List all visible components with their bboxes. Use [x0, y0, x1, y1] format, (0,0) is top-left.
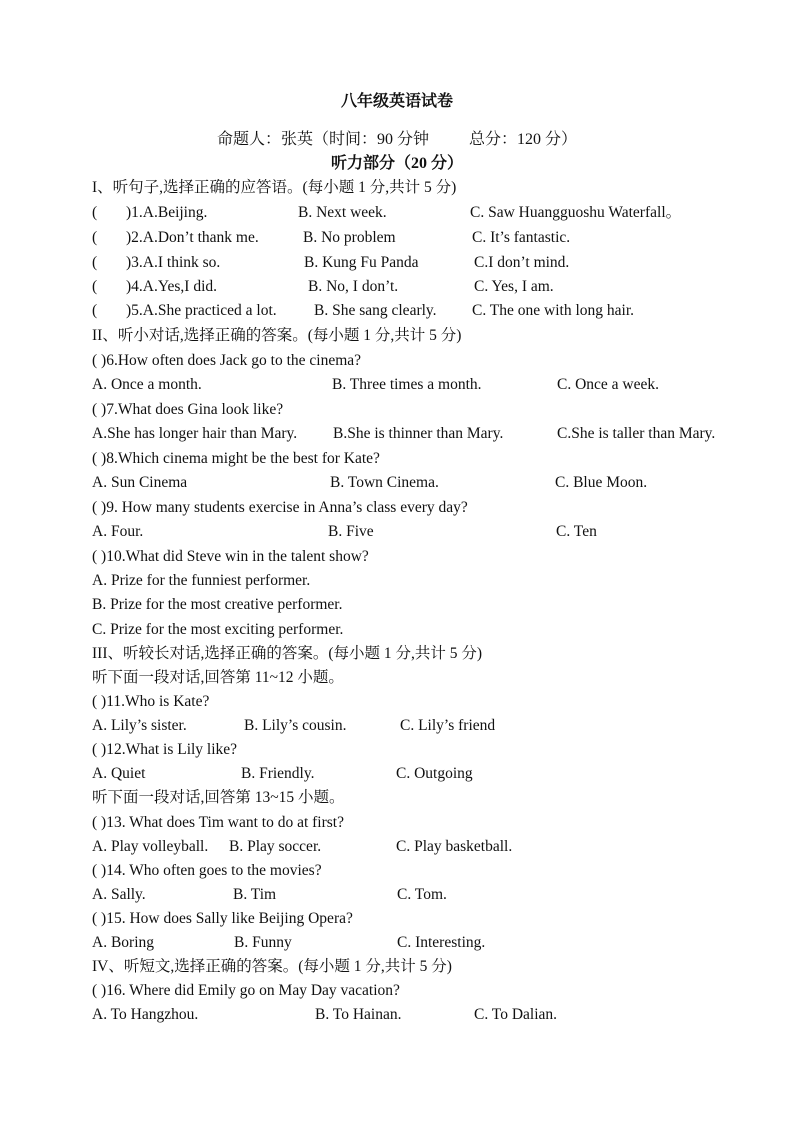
option-c: C. Lily’s friend [400, 717, 496, 734]
option-c: C. Play basketball. [396, 838, 513, 855]
option-b: B. No, I don’t. [308, 278, 399, 295]
question-8-options [92, 471, 648, 495]
question-3 [92, 251, 570, 275]
option-a: A. Quiet [92, 765, 146, 782]
question-5 [92, 299, 635, 323]
question-11-options [92, 714, 496, 738]
answer-blank: ( [92, 278, 98, 295]
option-c: C. Yes, I am. [474, 278, 554, 295]
answer-blank: ( [92, 302, 98, 319]
question-7-stem: ( )7.What does Gina look like? [92, 401, 284, 418]
exam-info [0, 126, 794, 149]
option-a: A. To Hangzhou. [92, 1006, 199, 1023]
option-b: B. Three times a month. [332, 376, 482, 393]
question-12-options [92, 762, 473, 786]
option-c: C. Once a week. [557, 376, 659, 393]
option-a: A. Sun Cinema [92, 474, 188, 491]
question-16-options [92, 1003, 558, 1027]
option-b: B. Five [328, 523, 374, 540]
section-3-heading: III、听较长对话,选择正确的答案。(每小题 1 分,共计 5 分) [92, 645, 483, 662]
option-b: B. Town Cinema. [330, 474, 439, 491]
option-a: )5.A.She practiced a lot. [126, 302, 277, 319]
option-b: B. Friendly. [241, 765, 315, 782]
question-10-stem: ( )10.What did Steve win in the talent show? [92, 548, 369, 565]
option-c: C. Blue Moon. [555, 474, 648, 491]
question-9-options [92, 520, 597, 544]
section-4-heading: IV、听短文,选择正确的答案。(每小题 1 分,共计 5 分) [92, 958, 452, 975]
question-14-stem: ( )14. Who often goes to the movies? [92, 862, 322, 879]
option-a: )1.A.Beijing. [126, 204, 208, 221]
option-c: C. Interesting. [397, 934, 486, 951]
section-1-heading: I、听句子,选择正确的应答语。(每小题 1 分,共计 5 分) [92, 179, 457, 196]
answer-blank: ( [92, 229, 98, 246]
option-c: C.I don’t mind. [474, 254, 570, 271]
answer-blank: ( [92, 204, 98, 221]
question-11-stem: ( )11.Who is Kate? [92, 693, 210, 710]
question-13-options [92, 835, 513, 859]
option-a: )3.A.I think so. [126, 254, 221, 271]
listening-part-title: 听力部分（20 分） [330, 155, 463, 172]
question-6-options [92, 373, 659, 397]
option-a: A. Boring [92, 934, 154, 951]
question-1 [92, 201, 682, 225]
option-c: C. Outgoing [396, 765, 473, 782]
question-15-stem: ( )15. How does Sally like Beijing Opera? [92, 910, 353, 927]
question-2 [92, 226, 571, 250]
option-c: C. The one with long hair. [472, 302, 635, 319]
option-b: B. Kung Fu Panda [304, 254, 419, 271]
question-15-options [92, 931, 486, 955]
question-9-stem: ( )9. How many students exercise in Anna’s class every day? [92, 499, 468, 516]
option-b: B. Funny [234, 934, 292, 951]
option-a: A. Play volleyball. [92, 838, 209, 855]
question-13-stem: ( )13. What does Tim want to do at first? [92, 814, 344, 831]
option-a: A.She has longer hair than Mary. [92, 425, 298, 442]
option-b: B. No problem [303, 229, 396, 246]
option-b: B. Next week. [298, 204, 387, 221]
exam-title: 八年级英语试卷 [340, 93, 453, 110]
option-c: C.She is taller than Mary. [557, 425, 716, 442]
option-b: B. She sang clearly. [314, 302, 437, 319]
option-a: )2.A.Don’t thank me. [126, 229, 259, 246]
question-8-stem: ( )8.Which cinema might be the best for Kate? [92, 450, 380, 467]
option-a: A. Lily’s sister. [92, 717, 187, 734]
question-10-option-b: B. Prize for the most creative performer. [92, 596, 343, 613]
option-b: B. Lily’s cousin. [244, 717, 347, 734]
question-10-option-a: A. Prize for the funniest performer. [92, 572, 311, 589]
exam-total-score: 总分：120 分） [469, 131, 578, 148]
option-c: C. Tom. [397, 886, 447, 903]
option-a: A. Sally. [92, 886, 146, 903]
option-b: B. To Hainan. [315, 1006, 402, 1023]
option-c: C. Saw Huangguoshu Waterfall。 [470, 204, 682, 221]
answer-blank: ( [92, 254, 98, 271]
question-6-stem: ( )6.How often does Jack go to the cinema? [92, 352, 362, 369]
option-c: C. To Dalian. [474, 1006, 558, 1023]
question-16-stem: ( )16. Where did Emily go on May Day vacation? [92, 982, 400, 999]
option-b: B. Tim [233, 886, 277, 903]
option-c: C. Ten [556, 523, 597, 540]
section-3-note-1: 听下面一段对话,回答第 11~12 小题。 [92, 669, 344, 686]
question-10-option-c: C. Prize for the most exciting performer. [92, 621, 344, 638]
question-12-stem: ( )12.What is Lily like? [92, 741, 238, 758]
option-c: C. It’s fantastic. [472, 229, 571, 246]
option-a: )4.A.Yes,I did. [126, 278, 218, 295]
question-7-options [92, 422, 716, 446]
question-14-options [92, 883, 447, 907]
exam-setter-time: 命题人：张英（时间：90 分钟 [216, 131, 429, 148]
option-a: A. Once a month. [92, 376, 202, 393]
option-b: B.She is thinner than Mary. [333, 425, 504, 442]
option-b: B. Play soccer. [229, 838, 322, 855]
section-2-heading: II、听小对话,选择正确的答案。(每小题 1 分,共计 5 分) [92, 327, 462, 344]
option-a: A. Four. [92, 523, 144, 540]
section-3-note-2: 听下面一段对话,回答第 13~15 小题。 [92, 789, 345, 806]
question-4 [92, 275, 554, 299]
